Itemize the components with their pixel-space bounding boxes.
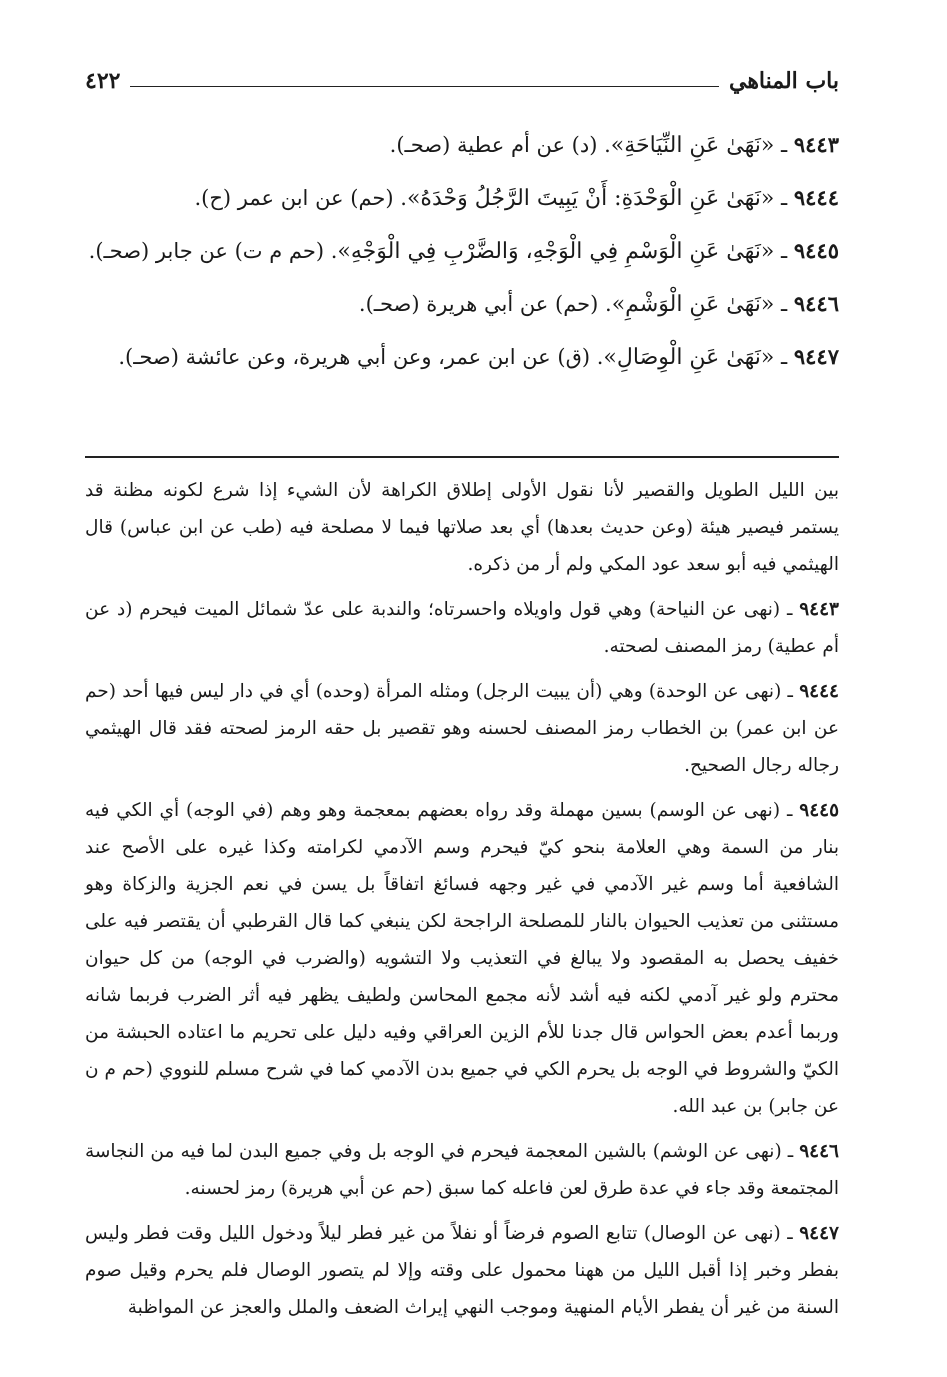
commentary-paragraph: ٩٤٤٦ ـ (نهى عن الوشم) بالشين المعجمة فيحرم في الوجه بل وفي جميع البدن لما فيه من النجاسة المجتمعة وقد جاء في عدة طرق لعن فاعله كما سبق (حم عن أبي هريرة) رمز لحسنه.: [85, 1141, 839, 1199]
commentary-text: (نهى عن الوصال) تتابع الصوم فرضاً أو نفلاً من غير فطر ليلاً ودخول الليل وقت فطر وليس بفطر وخبر إذا أقبل الليل من ههنا محمول على وقته وإلا لم يتصور الوصال فلم يحرم وقيل صوم السنة من غير أن يفطر الأيام المنهية وموجب النهي إيراث الضعف والملل والعجز عن المواظبة: [85, 1223, 839, 1318]
hadith-source: . (حم) عن أبي هريرة (صحـ).: [358, 292, 612, 316]
hadith-source: . (حم) عن ابن عمر (ح).: [194, 186, 407, 210]
chapter-title: باب المناهي: [728, 68, 839, 94]
header-rule: [130, 86, 719, 87]
hadith-list: [85, 122, 839, 387]
hadith-item: ٩٤٤٧ ـ «نَهَىٰ عَنِ الْوِصَالِ». (ق) عن ابن عمر، وعن أبي هريرة، وعن عائشة (صحـ).: [118, 344, 839, 370]
hadith-number: ٩٤٤٥: [793, 238, 839, 263]
hadith-text: «نَهَىٰ عَنِ الْوَشْمِ»: [611, 292, 775, 317]
hadith-item: ٩٤٤٤ ـ «نَهَىٰ عَنِ الْوَحْدَةِ: أَنْ يَبِيتَ الرَّجُلُ وَحْدَهُ». (حم) عن ابن عمر (ح).: [194, 185, 839, 211]
commentary-text: (نهى عن الوحدة) وهي (أن يبيت الرجل) ومثله المرأة (وحده) أي في دار ليس فيها أحد (حم عن ابن عمر) بن الخطاب رمز المصنف لحسنه وهو تقصير بل حقه الرمز لصحته فقد قال الهيثمي رجاله رجال الصحيح.: [85, 681, 839, 776]
hadith-item: ٩٤٤٥ ـ «نَهَىٰ عَنِ الْوَسْمِ فِي الْوَجْهِ، وَالضَّرْبِ فِي الْوَجْهِ». (حم م ت) عن جابر (صحـ).: [88, 238, 839, 264]
commentary-number: ٩٤٤٥: [799, 800, 840, 821]
hadith-text: «نَهَىٰ عَنِ الْوَحْدَةِ: أَنْ يَبِيتَ الرَّجُلُ وَحْدَهُ»: [406, 186, 775, 211]
hadith-number: ٩٤٤٧: [793, 344, 839, 369]
hadith-source: . (د) عن أم عطية (صحـ).: [389, 133, 611, 157]
commentary-number: ٩٤٤٣: [799, 599, 839, 620]
commentary-text: (نهى عن النياحة) وهي قول واويلاه واحسرتاه؛ والندبة على عدّ شمائل الميت فيحرم (د عن أم عطية) رمز المصنف لصحته.: [85, 599, 839, 657]
commentary-text: (نهى عن الوشم) بالشين المعجمة فيحرم في الوجه بل وفي جميع البدن لما فيه من النجاسة المجتمعة وقد جاء في عدة طرق لعن فاعله كما سبق (حم عن أبي هريرة) رمز لحسنه.: [85, 1141, 839, 1199]
hadith-text: «نَهَىٰ عَنِ الْوَسْمِ فِي الْوَجْهِ، وَالضَّرْبِ فِي الْوَجْهِ»: [337, 239, 775, 264]
commentary-text: بين الليل الطويل والقصير لأنا نقول الأولى إطلاق الكراهة لأن الشيء إذا شرع لكونه مظنة قد يستمر فيصير هيئة (وعن حديث بعدها) أي بعد صلاتها فيما لا مصلحة فيه (طب عن ابن عباس) قال الهيثمي فيه أبو سعد عود المكي ولم أر من ذكره.: [85, 480, 839, 575]
page-number: ٤٢٢: [85, 68, 121, 94]
hadith-number: ٩٤٤٤: [793, 185, 839, 210]
commentary-number: ٩٤٤٧: [799, 1223, 839, 1244]
hadith-number: ٩٤٤٣: [793, 132, 839, 157]
commentary-paragraph: [85, 472, 839, 583]
hadith-text: «نَهَىٰ عَنِ الْوِصَالِ»: [603, 345, 775, 370]
commentary-section: [85, 472, 839, 1334]
commentary-text: (نهى عن الوسم) بسين مهملة وقد رواه بعضهم بمعجمة وهو وهم (في الوجه) أي الكي فيه بنار من السمة وهي العلامة بنحو كيّ فيحرم وسم الآدمي لكرامته وكذا غيره على الأصح عند الشافعية أما وسم غير الآدمي في غير وجهه فسائغ اتفاقاً بل يسن في نعم الجزية والزكاة وهو مستثنى من تعذيب الحيوان بالنار للمصلحة الراجحة لكن ينبغي كما قال القرطبي أن يقتصر فيه على خفيف يحصل به المقصود ولا يبالغ في التعذيب ولا التشويه (والضرب في الوجه) من كل حيوان محترم ولو غير آدمي لكنه فيه أشد لأنه مجمع المحاسن ولطيف يظهر فيه أثر الضرب فربما شانه وربما أعدم بعض الحواس قال جدنا للأم الزين العراقي وفيه دليل على تحريم ما اعتاده الحبشة من الكيّ والشروط في الوجه بل يحرم الكي في جميع بدن الآدمي كما في شرح مسلم للنووي (حم م ن عن جابر) بن عبد الله.: [85, 800, 839, 1117]
hadith-source: . (ق) عن ابن عمر، وعن أبي هريرة، وعن عائشة (صحـ).: [118, 345, 604, 369]
commentary-paragraph: ٩٤٤٧ ـ (نهى عن الوصال) تتابع الصوم فرضاً أو نفلاً من غير فطر ليلاً ودخول الليل وقت فطر وليس بفطر وخبر إذا أقبل الليل من ههنا محمول على وقته وإلا لم يتصور الوصال فلم يحرم وقيل صوم السنة من غير أن يفطر الأيام المنهية وموجب النهي إيراث الضعف والملل والعجز عن المواظبة: [85, 1223, 839, 1318]
footnote-divider: [85, 456, 839, 458]
hadith-source: . (حم م ت) عن جابر (صحـ).: [88, 239, 338, 263]
running-header: [85, 60, 839, 94]
hadith-item: ٩٤٤٣ ـ «نَهَىٰ عَنِ النِّيَاحَةِ». (د) عن أم عطية (صحـ).: [389, 132, 839, 158]
commentary-paragraph: ٩٤٤٣ ـ (نهى عن النياحة) وهي قول واويلاه واحسرتاه؛ والندبة على عدّ شمائل الميت فيحرم (د عن أم عطية) رمز المصنف لصحته.: [85, 599, 839, 657]
commentary-number: ٩٤٤٤: [799, 681, 839, 702]
hadith-number: ٩٤٤٦: [793, 291, 839, 316]
commentary-paragraph: ٩٤٤٥ ـ (نهى عن الوسم) بسين مهملة وقد رواه بعضهم بمعجمة وهو وهم (في الوجه) أي الكي فيه بنار من السمة وهي العلامة بنحو كيّ فيحرم وسم الآدمي لكرامته وكذا غيره على الأصح عند الشافعية أما وسم غير الآدمي في غير وجهه فسائغ اتفاقاً بل يسن في نعم الجزية والزكاة وهو مستثنى من تعذيب الحيوان بالنار للمصلحة الراجحة لكن ينبغي كما قال القرطبي أن يقتصر فيه على خفيف يحصل به المقصود ولا يبالغ في التعذيب ولا التشويه (والضرب في الوجه) من كل حيوان محترم ولو غير آدمي لكنه فيه أشد لأنه مجمع المحاسن ولطيف يظهر فيه أثر الضرب فربما شانه وربما أعدم بعض الحواس قال جدنا للأم الزين العراقي وفيه دليل على تحريم ما اعتاده الحبشة من الكيّ والشروط في الوجه بل يحرم الكي في جميع بدن الآدمي كما في شرح مسلم للنووي (حم م ن عن جابر) بن عبد الله.: [85, 800, 840, 1117]
commentary-number: ٩٤٤٦: [799, 1141, 839, 1162]
hadith-text: «نَهَىٰ عَنِ النِّيَاحَةِ»: [610, 133, 775, 158]
commentary-paragraph: ٩٤٤٤ ـ (نهى عن الوحدة) وهي (أن يبيت الرجل) ومثله المرأة (وحده) أي في دار ليس فيها أحد (حم عن ابن عمر) بن الخطاب رمز المصنف لحسنه وهو تقصير بل حقه الرمز لصحته فقد قال الهيثمي رجاله رجال الصحيح.: [85, 681, 839, 776]
hadith-item: ٩٤٤٦ ـ «نَهَىٰ عَنِ الْوَشْمِ». (حم) عن أبي هريرة (صحـ).: [358, 291, 839, 317]
